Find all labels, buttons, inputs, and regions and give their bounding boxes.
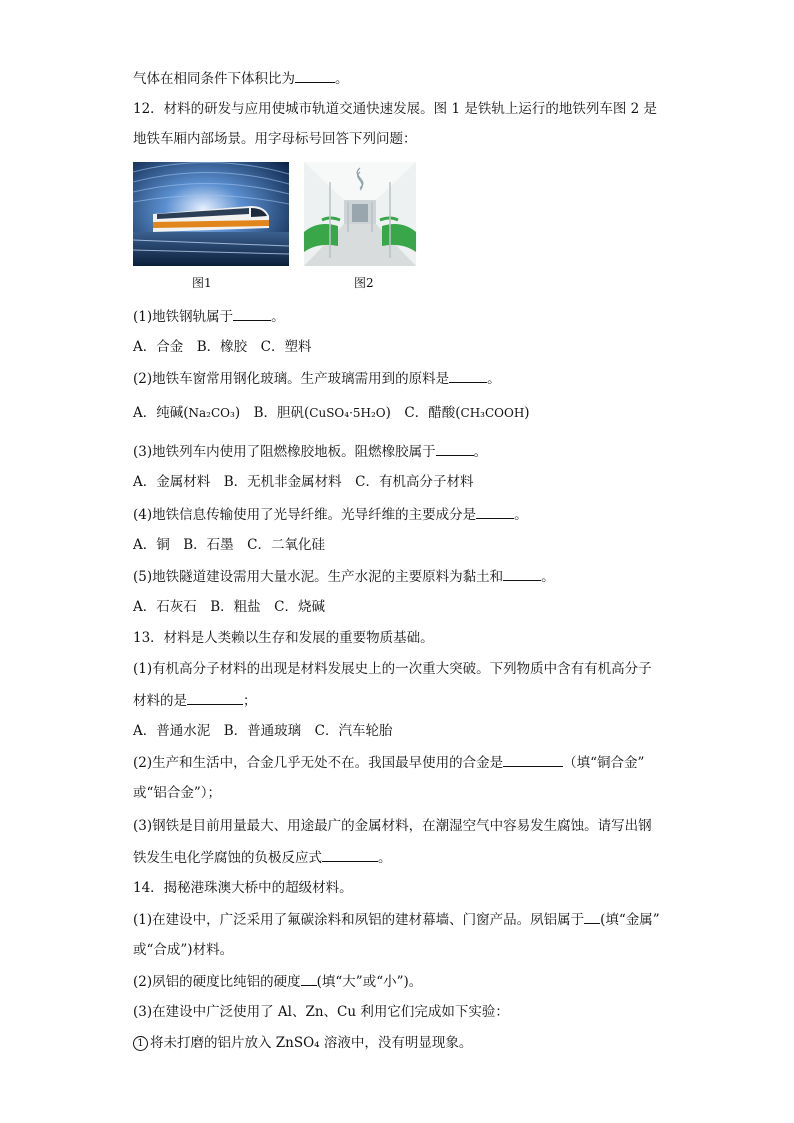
text-line: 气体在相同条件下体积比为 。 xyxy=(133,68,349,89)
question-14-stem: 14．揭秘港珠澳大桥中的超级材料。 xyxy=(133,880,353,896)
question-13-2-cont: 或“铝合金”）； xyxy=(133,785,222,801)
question-14-2: (2)夙铝的硬度比纯铝的硬度 (填“大”或“小”)。 xyxy=(133,971,422,992)
answer-blank[interactable] xyxy=(449,368,487,383)
answer-blank[interactable] xyxy=(233,306,271,321)
circled-number-icon: 1 xyxy=(133,1036,148,1051)
question-12-1: (1)地铁钢轨属于 。 xyxy=(133,306,285,327)
question-13-2: (2)生产和生活中，合金几乎无处不在。我国最早使用的合金是 （填“铜合金” xyxy=(133,752,644,773)
answer-blank[interactable] xyxy=(436,441,474,456)
figure-1-train-image xyxy=(133,162,289,266)
question-13-1-options: A．普通水泥 B．普通玻璃 C．汽车轮胎 xyxy=(133,723,393,739)
answer-blank[interactable] xyxy=(503,752,563,767)
answer-blank[interactable] xyxy=(584,909,600,924)
question-12-5: (5)地铁隧道建设需用大量水泥。生产水泥的主要原料为黏土和 。 xyxy=(133,566,555,587)
question-12-3-options: A．金属材料 B．无机非金属材料 C．有机高分子材料 xyxy=(133,474,474,490)
question-12-1-options: A．合金 B．橡胶 C．塑料 xyxy=(133,339,312,355)
question-14-1: (1)在建设中，广泛采用了氟碳涂料和夙铝的建材幕墙、门窗产品。夙铝属于 (填“金属” xyxy=(133,909,660,930)
question-12-3: (3)地铁列车内使用了阻燃橡胶地板。阻燃橡胶属于 。 xyxy=(133,441,487,462)
answer-blank[interactable] xyxy=(476,504,514,519)
question-14-3: (3)在建设中广泛使用了 Al、Zn、Cu 利用它们完成如下实验： xyxy=(133,1004,509,1020)
question-13-1-cont: 材料的是 ； xyxy=(133,690,257,711)
answer-blank[interactable] xyxy=(295,68,335,83)
question-13-stem: 13．材料是人类赖以生存和发展的重要物质基础。 xyxy=(133,630,434,646)
question-12-stem-cont: 地铁车厢内部场景。用字母标号回答下列问题： xyxy=(133,131,417,147)
answer-blank[interactable] xyxy=(503,566,541,581)
question-12-2-options: A．纯碱(Na₂CO₃) B．胆矾(CuSO₄·5H₂O) C．醋酸(CH₃COOH) xyxy=(133,405,530,421)
question-14-1-cont: 或“合成”)材料。 xyxy=(133,942,234,958)
figure-2-interior-image xyxy=(304,162,416,266)
answer-blank[interactable] xyxy=(187,690,243,705)
question-14-3-step-1: 1 将未打磨的铝片放入 ZnSO₄ 溶液中，没有明显现象。 xyxy=(133,1033,472,1053)
question-12-4: (4)地铁信息传输使用了光导纤维。光导纤维的主要成分是 。 xyxy=(133,504,528,525)
question-13-3-cont: 铁发生电化学腐蚀的负极反应式 。 xyxy=(133,847,392,868)
question-13-1: (1)有机高分子材料的出现是材料发展史上的一次重大突破。下列物质中含有有机高分子 xyxy=(133,661,652,677)
question-12-4-options: A．铜 B．石墨 C．二氧化硅 xyxy=(133,537,325,553)
question-12-stem: 12．材料的研发与应用使城市轨道交通快速发展。图 1 是铁轨上运行的地铁列车图 2 是 xyxy=(133,101,658,117)
figure-2-caption: 图2 xyxy=(354,276,374,290)
question-12-2: (2)地铁车窗常用钢化玻璃。生产玻璃需用到的原料是 。 xyxy=(133,368,501,389)
figure-1-caption: 图1 xyxy=(192,276,212,290)
answer-blank[interactable] xyxy=(322,847,378,862)
question-13-3: (3)钢铁是目前用量最大、用途最广的金属材料，在潮湿空气中容易发生腐蚀。请写出钢 xyxy=(133,818,652,834)
question-12-5-options: A．石灰石 B．粗盐 C．烧碱 xyxy=(133,599,325,615)
answer-blank[interactable] xyxy=(301,971,317,986)
